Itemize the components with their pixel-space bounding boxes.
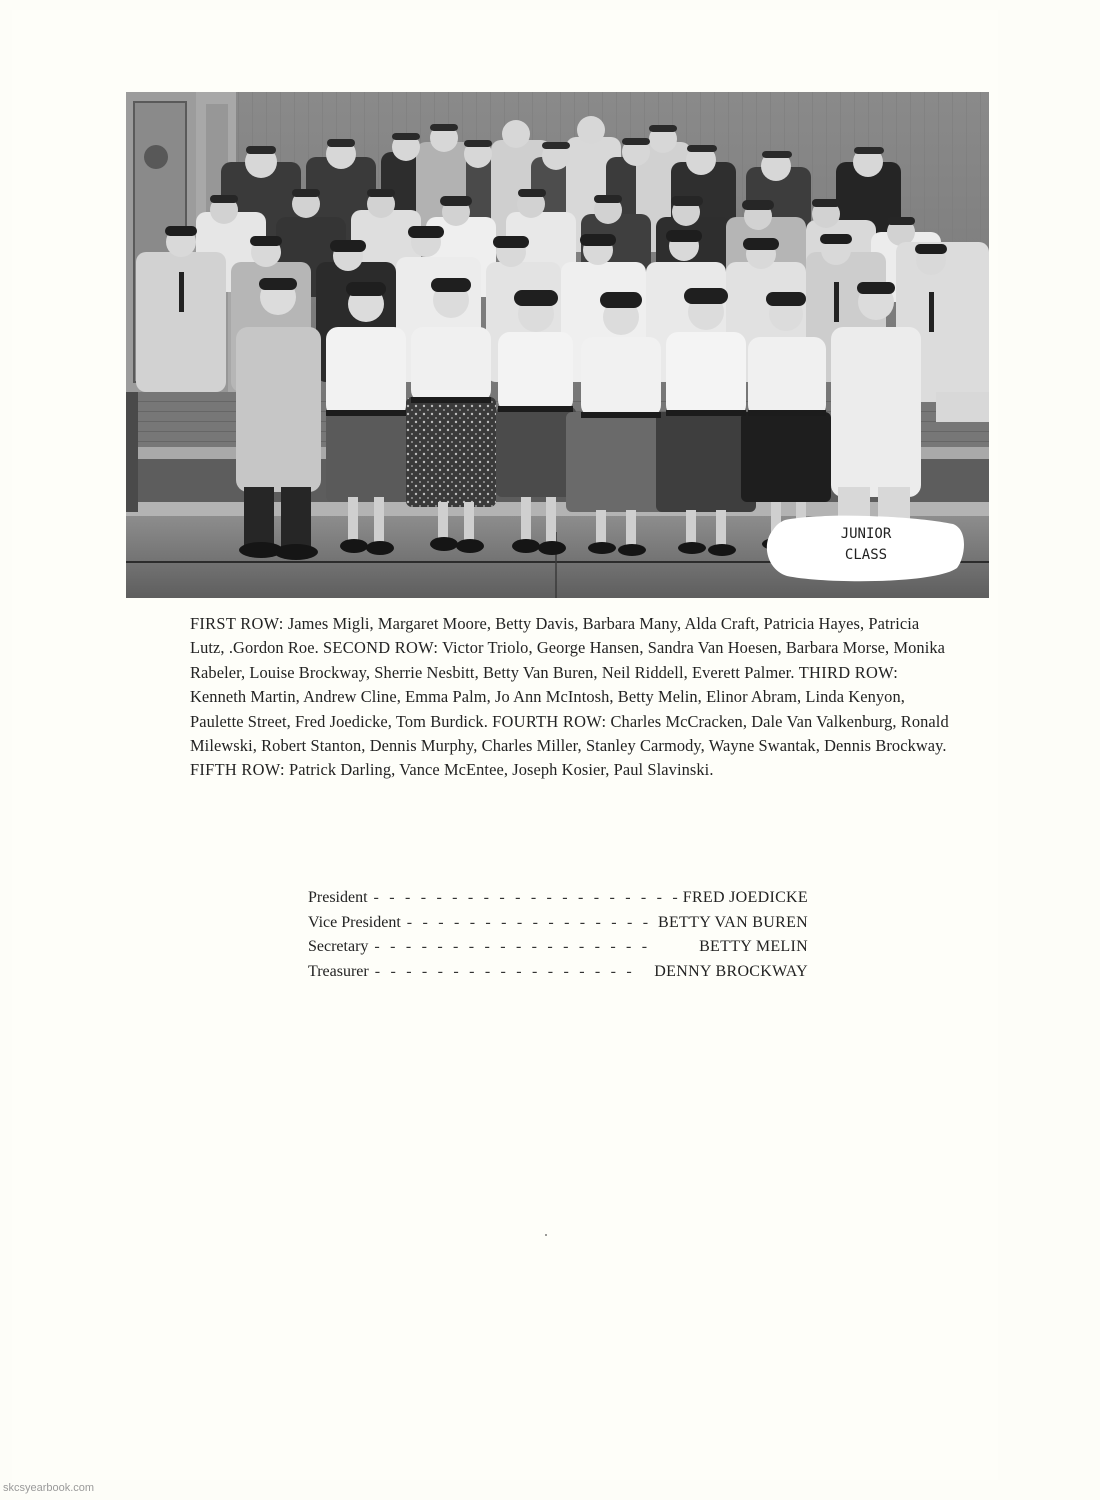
officer-name: BETTY MELIN bbox=[699, 938, 808, 955]
fifth-row-names: Patrick Darling, Vance McEntee, Joseph Kosier, Paul Slavinski. bbox=[289, 760, 714, 780]
officer-name: BETTY VAN BUREN bbox=[658, 913, 808, 931]
fourth-row-names: Charles McCracken, Dale Van Valkenburg, Ronald Milewski, Robert Stanton, Dennis Murphy, Charles Miller, Stanley Carmody, Wayne Swantak, Dennis Brockway. bbox=[190, 711, 949, 756]
first-row-label: FIRST ROW: bbox=[190, 614, 284, 633]
officer-row-treasurer bbox=[308, 960, 808, 985]
officer-name: FRED JOEDICKE bbox=[682, 889, 808, 906]
dash-leader: - - - - - - - - - - - - - - - - - - bbox=[374, 938, 651, 955]
dash-leader: - - - - - - - - - - - - - - - - - - - - bbox=[373, 889, 681, 906]
officer-title: Vice President bbox=[308, 913, 401, 931]
officer-title: Treasurer bbox=[308, 962, 369, 980]
first-row-names: James Migli, Margaret Moore, Betty Davis, Barbara Many, Alda Craft, Patricia Hayes, Patricia Lutz, .Gordon Roe. bbox=[190, 614, 920, 658]
officer-row-president bbox=[308, 886, 808, 911]
dash-leader: - - - - - - - - - - - - - - - - - bbox=[374, 962, 635, 980]
site-watermark: skcsyearbook.com bbox=[3, 1482, 95, 1494]
photo-caption-label bbox=[765, 514, 967, 582]
officer-name: DENNY BROCKWAY bbox=[654, 962, 808, 980]
caption-line-class: CLASS bbox=[844, 547, 888, 563]
officers-list bbox=[308, 886, 808, 984]
fifth-row-label: FIFTH ROW: bbox=[190, 760, 285, 780]
fourth-row-label: FOURTH ROW: bbox=[492, 711, 607, 731]
officer-row-secretary bbox=[308, 935, 808, 960]
second-row-names: Victor Triolo, George Hansen, Sandra Van Hoesen, Barbara Morse, Monika Rabeler, Louise Brockway, Sherrie Nesbitt, Betty Van Buren, Neil Riddell, Everett Palmer. bbox=[190, 638, 946, 682]
names-paragraph bbox=[190, 612, 950, 783]
caption-line-junior: JUNIOR bbox=[840, 526, 892, 542]
officer-row-vice-president bbox=[308, 911, 808, 936]
print-speck bbox=[545, 1234, 547, 1236]
officer-title: Secretary bbox=[308, 938, 369, 955]
dash-leader: - - - - - - - - - - - - - - - - bbox=[406, 913, 652, 931]
officer-title: President bbox=[308, 889, 368, 906]
third-row-label: THIRD ROW: bbox=[798, 662, 899, 682]
second-row-label: SECOND ROW: bbox=[323, 638, 439, 658]
third-row-names: Kenneth Martin, Andrew Cline, Emma Palm, Jo Ann McIntosh, Betty Melin, Elinor Abram, Linda Kenyon, Paulette Street, Fred Joedicke, Tom Burdick. bbox=[190, 687, 905, 731]
